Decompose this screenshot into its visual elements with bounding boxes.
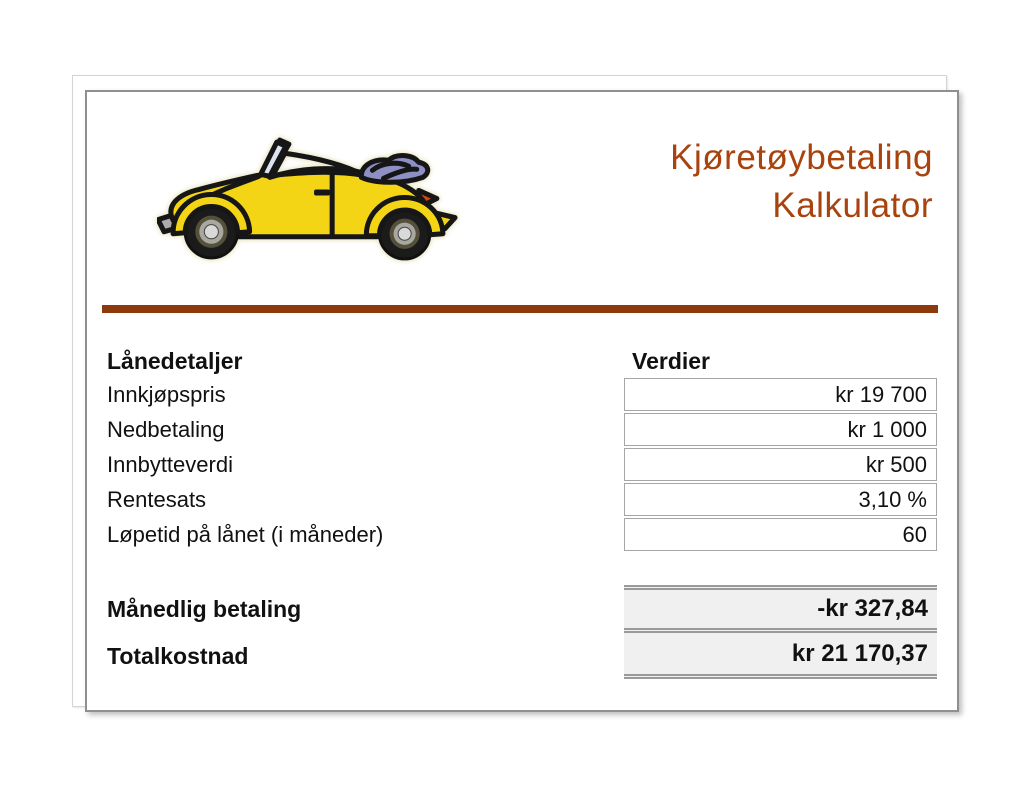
- row-label: Innbytteverdi: [107, 451, 233, 477]
- table-header-row: [107, 345, 937, 378]
- monthly-payment-value-cell: -kr 327,84: [624, 585, 937, 633]
- table-row: [107, 518, 937, 551]
- title-line-2: Kalkulator: [772, 186, 933, 225]
- table-row: [107, 378, 937, 411]
- table-row: [107, 483, 937, 516]
- row-label: Løpetid på lånet (i måneder): [107, 521, 384, 547]
- table-row: [107, 448, 937, 481]
- calculator-sheet: [85, 90, 959, 712]
- result-row: [107, 633, 937, 679]
- divider: [102, 305, 938, 313]
- total-cost-label: Totalkostnad: [107, 642, 249, 669]
- loan-term-cell[interactable]: 60: [624, 518, 937, 551]
- row-label: Innkjøpspris: [107, 381, 226, 407]
- values-column-header: Verdier: [632, 348, 710, 374]
- interest-rate-cell[interactable]: 3,10 %: [624, 483, 937, 516]
- down-payment-cell[interactable]: kr 1 000: [624, 413, 937, 446]
- title-line-1: Kjøretøybetaling: [670, 138, 933, 177]
- results-section: [107, 585, 937, 679]
- table-row: [107, 413, 937, 446]
- row-label: Rentesats: [107, 486, 207, 512]
- monthly-payment-label: Månedlig betaling: [107, 595, 302, 622]
- row-label: Nedbetaling: [107, 416, 225, 442]
- page-title: [373, 134, 933, 230]
- purchase-price-cell[interactable]: kr 19 700: [624, 378, 937, 411]
- loan-details-table: [107, 345, 937, 553]
- details-column-header: Lånedetaljer: [107, 348, 243, 374]
- result-row: [107, 585, 937, 633]
- total-cost-value-cell: kr 21 170,37: [624, 633, 937, 679]
- trade-in-value-cell[interactable]: kr 500: [624, 448, 937, 481]
